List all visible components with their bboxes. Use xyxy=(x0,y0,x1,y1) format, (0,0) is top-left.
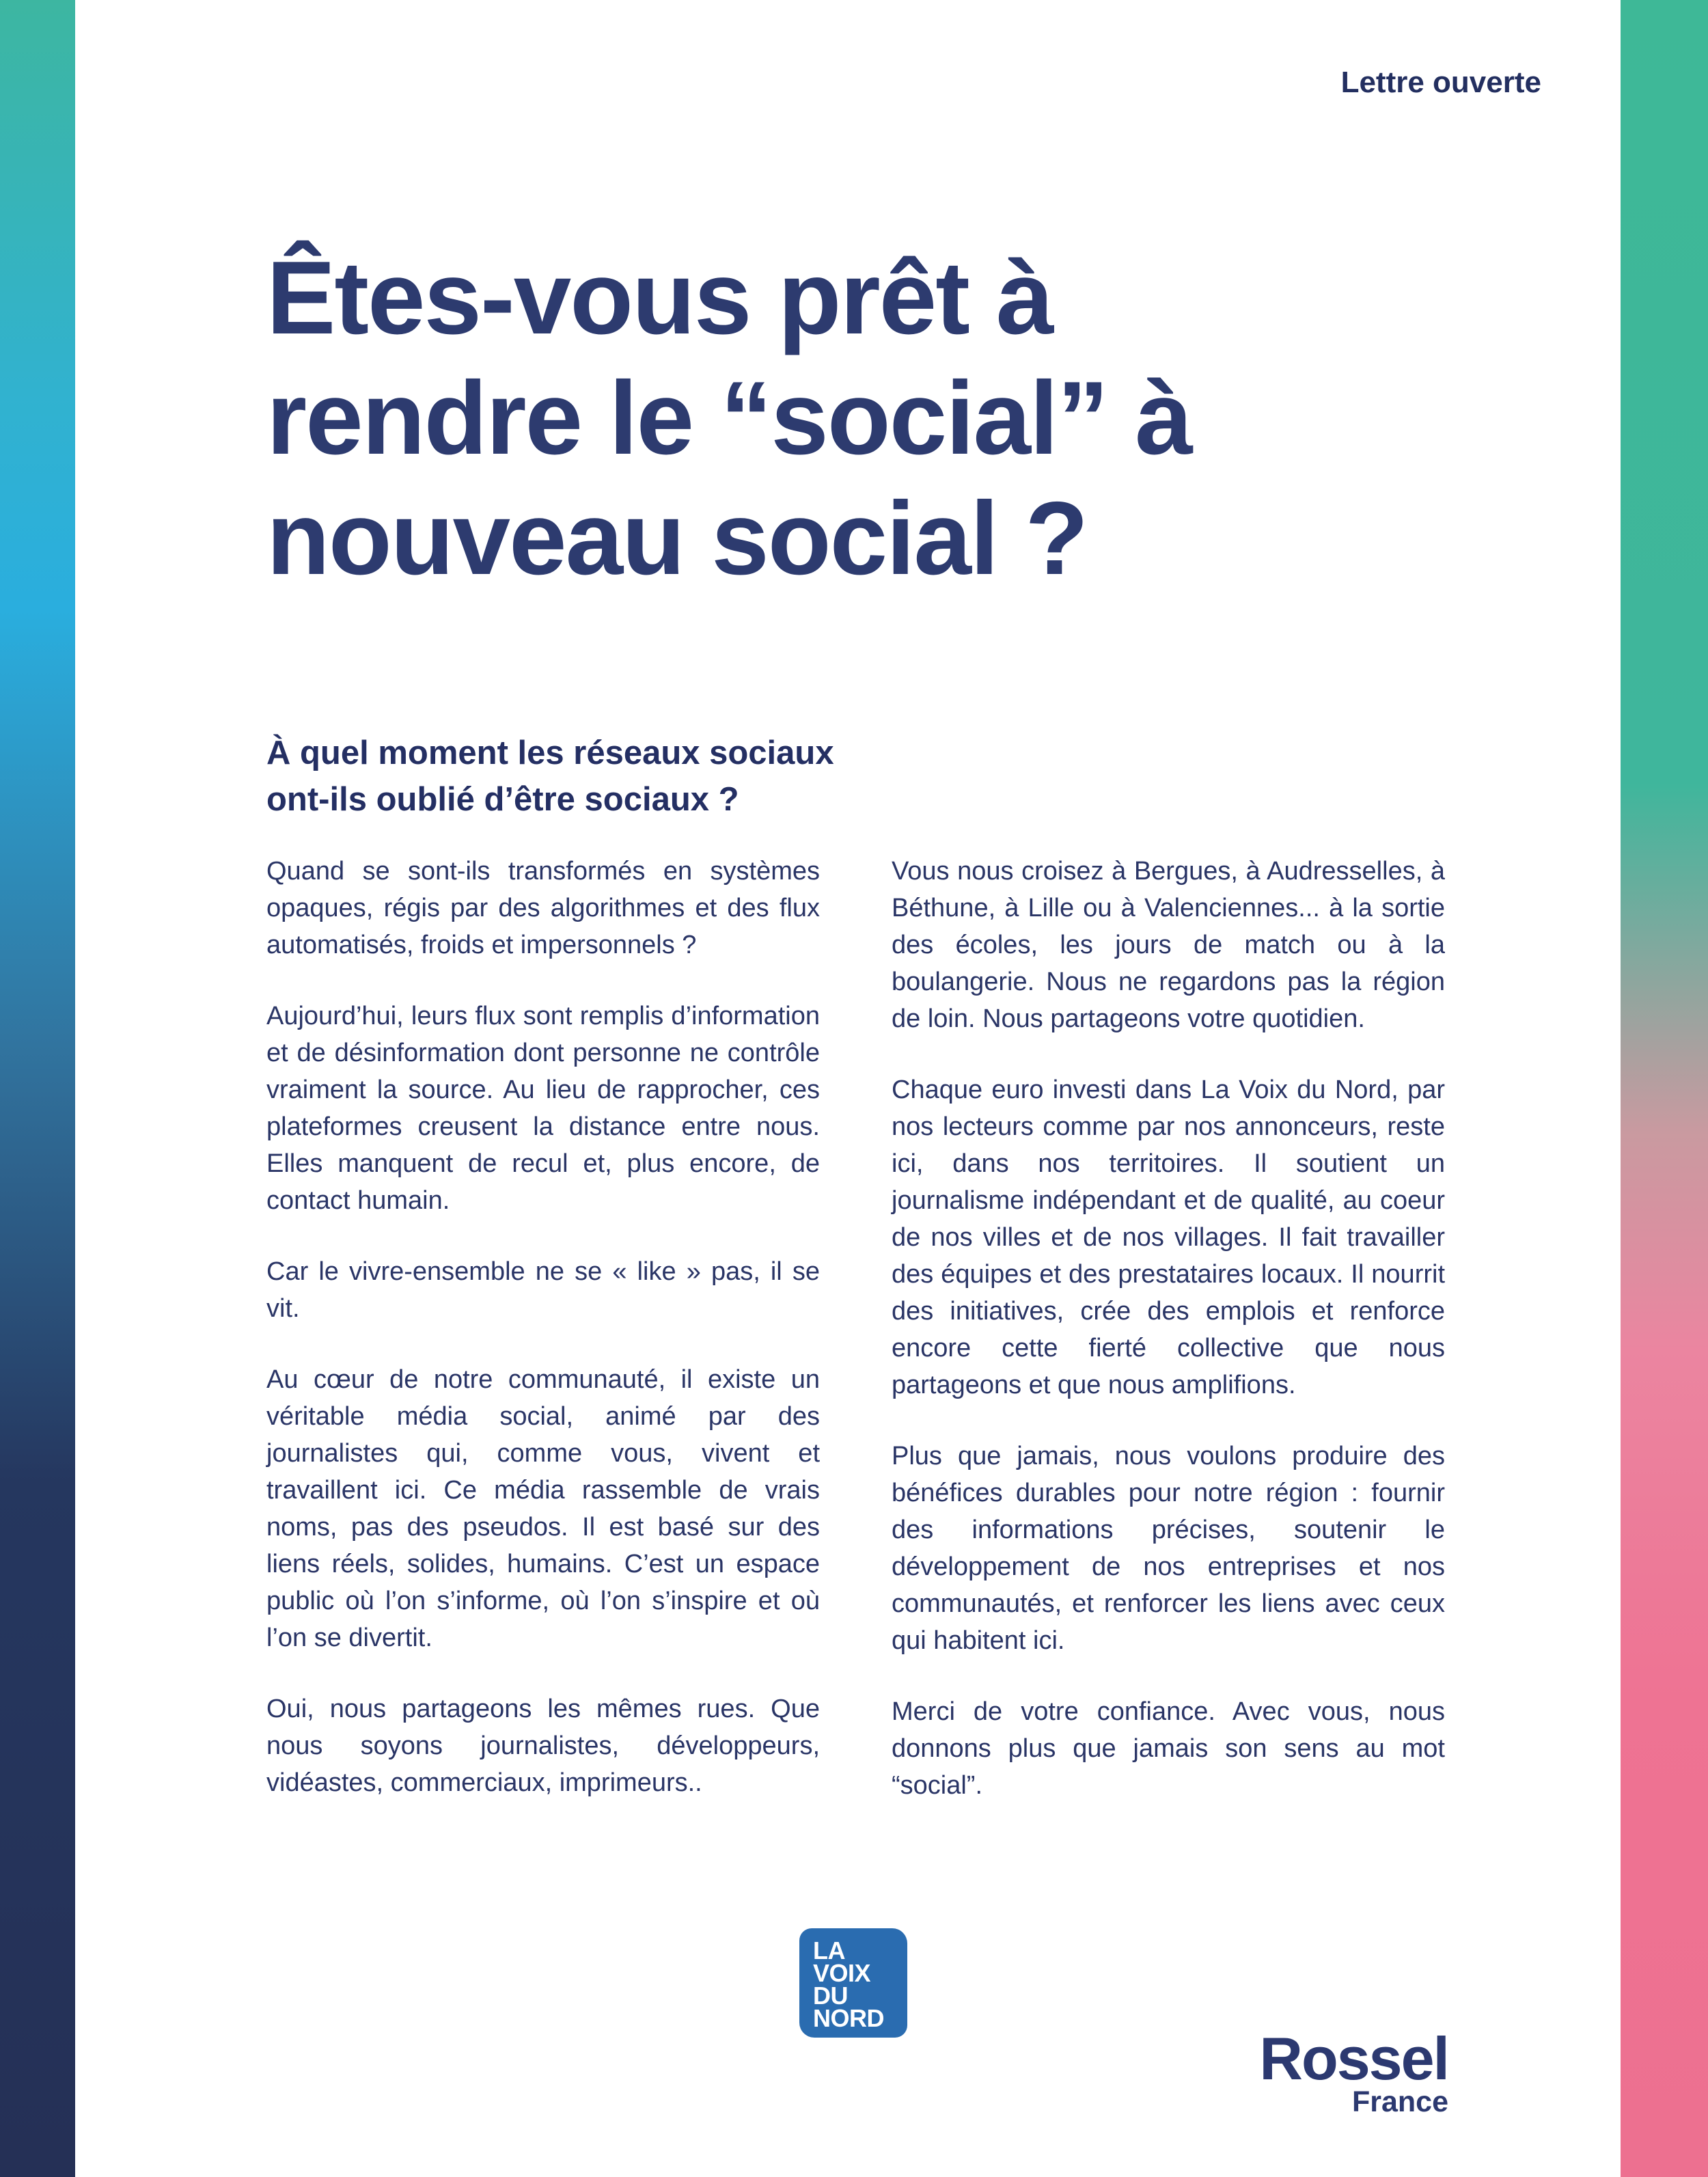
la-voix-du-nord-logo xyxy=(799,1928,907,2038)
paragraph: Aujourd’hui, leurs flux sont remplis d’information et de désinformation dont personne ne contrôle vraiment la source. Au lieu de rapprocher, ces plateformes creusent la distance entre nous. Elles manquent de recul et, plus encore, de contact humain. xyxy=(266,1002,820,1215)
body-columns xyxy=(266,853,1445,1804)
subheading xyxy=(266,730,881,823)
headline-line-3: nouveau social ? xyxy=(266,480,1088,597)
lvdn-logo-line: DU xyxy=(813,1982,848,2010)
headline-line-1: Êtes-vous prêt à xyxy=(266,240,1053,356)
right-gradient-bar xyxy=(1621,0,1708,2177)
paragraph: Quand se sont-ils transformés en systèmes opaques, régis par des algorithmes et des flux automatisés, froids et impersonnels ? xyxy=(266,857,820,959)
rossel-logo-name: Rossel xyxy=(1259,2025,1448,2092)
paragraph: Merci de votre confiance. Avec vous, nous donnons plus que jamais son sens au mot “social”. xyxy=(892,1697,1445,1800)
lettre-ouverte-label: Lettre ouverte xyxy=(1340,66,1541,99)
paragraph: Car le vivre-ensemble ne se « like » pas, il se vit. xyxy=(266,1257,820,1323)
paragraph: Chaque euro investi dans La Voix du Nord, par nos lecteurs comme par nos annonceurs, reste ici, dans nos territoires. Il soutient un journalisme indépendant et de qualité, au coeur de nos villes et de nos villages. Il fait travailler des équipes et des prestataires locaux. Il nourrit des initiatives, crée des emplois et renforce encore cette fierté collective que nous partageons et que nous amplifions. xyxy=(892,1076,1445,1399)
left-gradient-bar xyxy=(0,0,75,2177)
rossel-logo-sub: France xyxy=(1351,2085,1448,2118)
rossel-france-logo xyxy=(1259,2025,1448,2118)
lvdn-logo-line: VOIX xyxy=(813,1959,871,1987)
right-column xyxy=(892,853,1445,1804)
paragraph: Plus que jamais, nous voulons produire des bénéfices durables pour notre région : fournir des informations précises, soutenir le développement de nos entreprises et nos communautés, et renforcer les liens avec ceux qui habitent ici. xyxy=(892,1442,1445,1655)
left-column xyxy=(266,853,820,1804)
subheading-line-1: À quel moment les réseaux sociaux xyxy=(266,735,834,771)
headline-line-2: rendre le “social” à xyxy=(266,360,1192,476)
subheading-line-2: ont-ils oublié d’être sociaux ? xyxy=(266,781,739,818)
paragraph: Au cœur de notre communauté, il existe un véritable média social, animé par des journalistes qui, comme vous, vivent et travaillent ici. Ce média rassemble de vrais noms, pas des pseudos. Il est basé sur des liens réels, solides, humains. C’est un espace public où l’on s’informe, où l’on s’inspire et où l’on se divertit. xyxy=(266,1365,820,1652)
paragraph: Oui, nous partageons les mêmes rues. Que nous soyons journalistes, développeurs, vidéastes, commerciaux, imprimeurs.. xyxy=(266,1695,820,1797)
lvdn-logo-line: NORD xyxy=(813,2004,884,2032)
lvdn-logo-line: LA xyxy=(813,1936,845,1964)
paragraph: Vous nous croisez à Bergues, à Audresselles, à Béthune, à Lille ou à Valenciennes... à la sortie des écoles, les jours de match ou à la boulangerie. Nous ne regardons pas la région de loin. Nous partageons votre quotidien. xyxy=(892,857,1445,1033)
page-title xyxy=(266,238,1462,599)
